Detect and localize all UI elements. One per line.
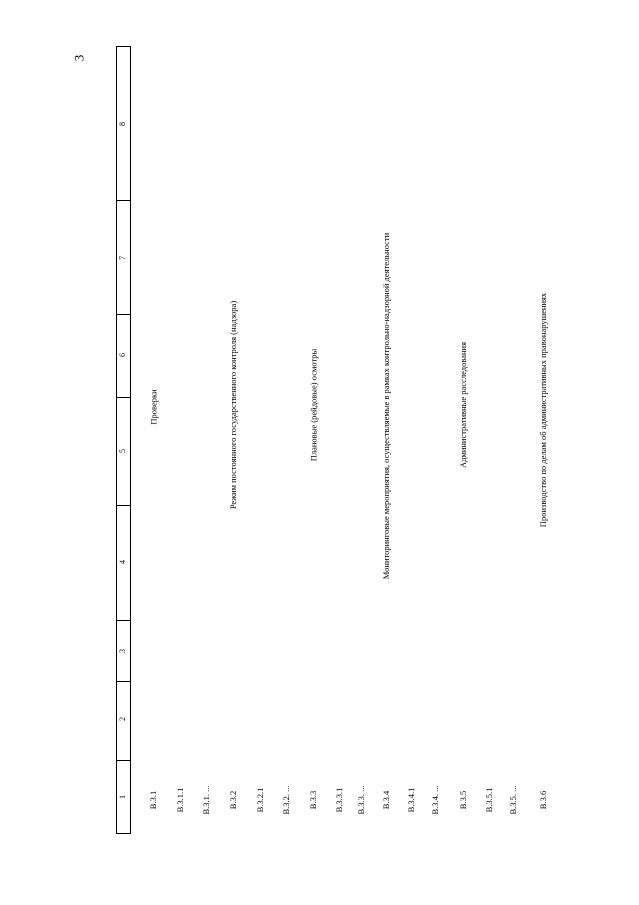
row-code: В.3.2.1 [255,787,265,813]
column-number-5: 5 [118,449,127,453]
column-divider [116,200,130,201]
table-top-border [116,46,131,47]
column-number-3: 3 [118,649,127,653]
header-row-border [130,46,131,834]
table-bottom-border [116,833,131,834]
row-code: В.3.5.1 [484,787,494,813]
row-title: Режим постоянного государственного контроля (надзора) [228,300,239,510]
row-code: В.3.6 [538,790,548,810]
column-number-4: 4 [118,560,127,564]
column-divider [116,314,130,315]
row-code: В.3.1. ... [201,785,211,815]
row-title: Административные расследования [458,341,469,469]
row-code: В.3.1 [148,790,158,810]
row-code: В.3.5. ... [508,785,518,815]
row-title: Мониторинговые мероприятия, осуществляемые в рамках контрольно-надзорной деятельности [381,232,392,580]
row-code: В.3.4.1 [406,787,416,813]
column-number-7: 7 [118,256,127,260]
row-code: В.3.1.1 [175,787,185,813]
column-divider [116,397,130,398]
row-title: Плановые (рейдовые) осмотры [307,348,318,462]
row-code: В.3.2. ... [281,785,291,815]
column-divider [116,681,130,682]
column-divider [116,620,130,621]
column-number-6: 6 [118,353,127,357]
column-divider [116,505,130,506]
page-number: 3 [71,54,87,62]
row-title: Производство по делам об административных правонарушениях [538,292,549,528]
row-code: В.3.4 [381,790,391,810]
column-number-1: 1 [118,795,127,799]
column-divider [116,760,130,761]
row-code: В.3.4. ... [430,785,440,815]
row-code: В.3.2 [228,790,238,810]
row-code: В.3.3 [308,790,318,810]
row-title: Проверки [148,389,159,425]
row-code: В.3.3.1 [334,787,344,813]
row-code: В.3.3. ... [356,785,366,815]
column-number-8: 8 [118,122,127,126]
column-number-2: 2 [118,717,127,721]
row-code: В.3.5 [458,790,468,810]
